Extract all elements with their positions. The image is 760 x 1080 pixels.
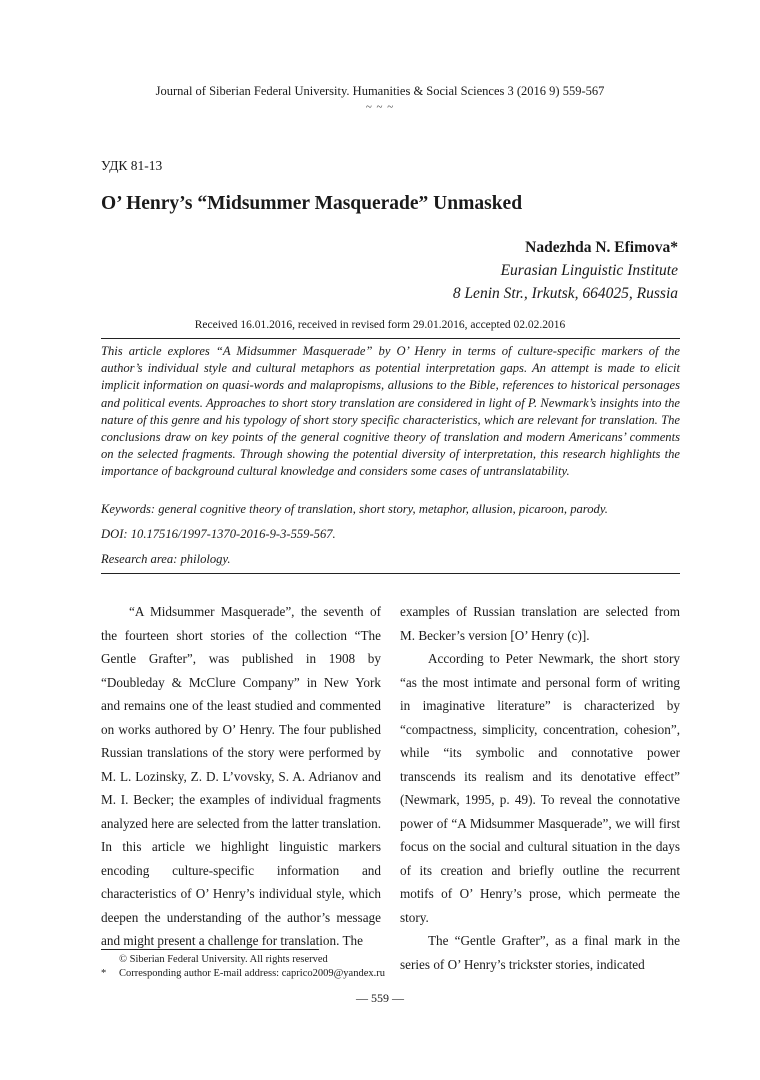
- body-column-right: [400, 600, 680, 976]
- research-area: Research area: philology.: [101, 552, 231, 566]
- page-number: — 559 —: [356, 991, 404, 1005]
- received-dates: Received 16.01.2016, received in revised form 29.01.2016, accepted 02.02.2016: [194, 319, 566, 331]
- body-column-left: [101, 600, 381, 953]
- body-paragraph: examples of Russian translation are selected from M. Becker’s version [O’ Henry (c)].: [400, 604, 680, 643]
- body-paragraph: According to Peter Newmark, the short story “as the most intimate and personal form of writing in imaginative literature” is characterized by “compactness, simplicity, concentration, cohesion”, while “its symbolic and connotative power transcends its realism and its denotative effect” (Newmark, 1995, p. 49). To reveal the connotative power of “A Midsummer Masquerade”, we will first focus on the social and cultural situation in the days of its creation and briefly outline the recurrent motifs of O’ Henry’s prose, which permeate the story.: [400, 651, 680, 925]
- body-paragraph: The “Gentle Grafter”, as a final mark in the series of O’ Henry’s trickster stories, indicated: [400, 933, 680, 972]
- udk-code: УДК 81-13: [101, 158, 163, 173]
- journal-header: Journal of Siberian Federal University. Humanities & Social Sciences 3 (2016 9) 559-567: [155, 84, 605, 98]
- abstract: This article explores “A Midsummer Masquerade” by O’ Henry in terms of culture-specific markers of the author’s individual style and cultural metaphors as potential interpretation gaps. An attempt is made to elicit implicit information on quasi-words and malapropisms, allusions to the Bible, references to historical personages and political events. Approaches to short story translation are considered in light of P. Newmark’s insights into the nature of this genre and his typology of short story specific characteristics, which are relevant for translation. The conclusions draw on key points of the general cognitive theory of translation and modern Americans’ comments on the selected fragments. Through showing the potential diversity of interpretation, this research highlights the importance of background cultural knowledge and considers some cases of untranslatability.: [101, 344, 680, 479]
- abstract-top-rule: [101, 338, 680, 339]
- author-block: [453, 237, 678, 305]
- footnote-email: Corresponding author E-mail address: caprico2009@yandex.ru: [119, 968, 385, 979]
- author-address: 8 Lenin Str., Irkutsk, 664025, Russia: [452, 285, 678, 302]
- keywords: Keywords: general cognitive theory of translation, short story, metaphor, allusion, picaroon, parody.: [101, 502, 608, 516]
- author-name: Nadezhda N. Efimova*: [525, 239, 678, 256]
- footnote-copyright: © Siberian Federal University. All rights reserved: [119, 954, 328, 965]
- body-paragraph: “A Midsummer Masquerade”, the seventh of the fourteen short stories of the collection “The Gentle Grafter”, was published in 1908 by “Doubleday & McClure Company” in New York and remains one of the least studied and commented on works authored by O’ Henry. The four published Russian translations of the story were performed by M. L. Lozinsky, Z. D. L’vovsky, S. A. Adrianov and M. I. Becker; the examples of individual fragments analyzed here are selected from the latter translation. In this article we highlight linguistic markers encoding culture-specific information and characteristics of O’ Henry’s individual style, which deepen the understanding of the author’s message and might present a challenge for translation. The: [101, 604, 381, 948]
- footnote-rule: [101, 949, 319, 950]
- doi: DOI: 10.17516/1997-1370-2016-9-3-559-567.: [101, 527, 336, 541]
- author-institute: Eurasian Linguistic Institute: [500, 262, 678, 279]
- article-title: O’ Henry’s “Midsummer Masquerade” Unmasked: [101, 193, 523, 214]
- header-ornament: ~ ~ ~: [365, 101, 395, 113]
- abstract-bottom-rule: [101, 573, 680, 574]
- footnote-star: *: [101, 968, 107, 979]
- footnote-corresponding: [101, 967, 385, 980]
